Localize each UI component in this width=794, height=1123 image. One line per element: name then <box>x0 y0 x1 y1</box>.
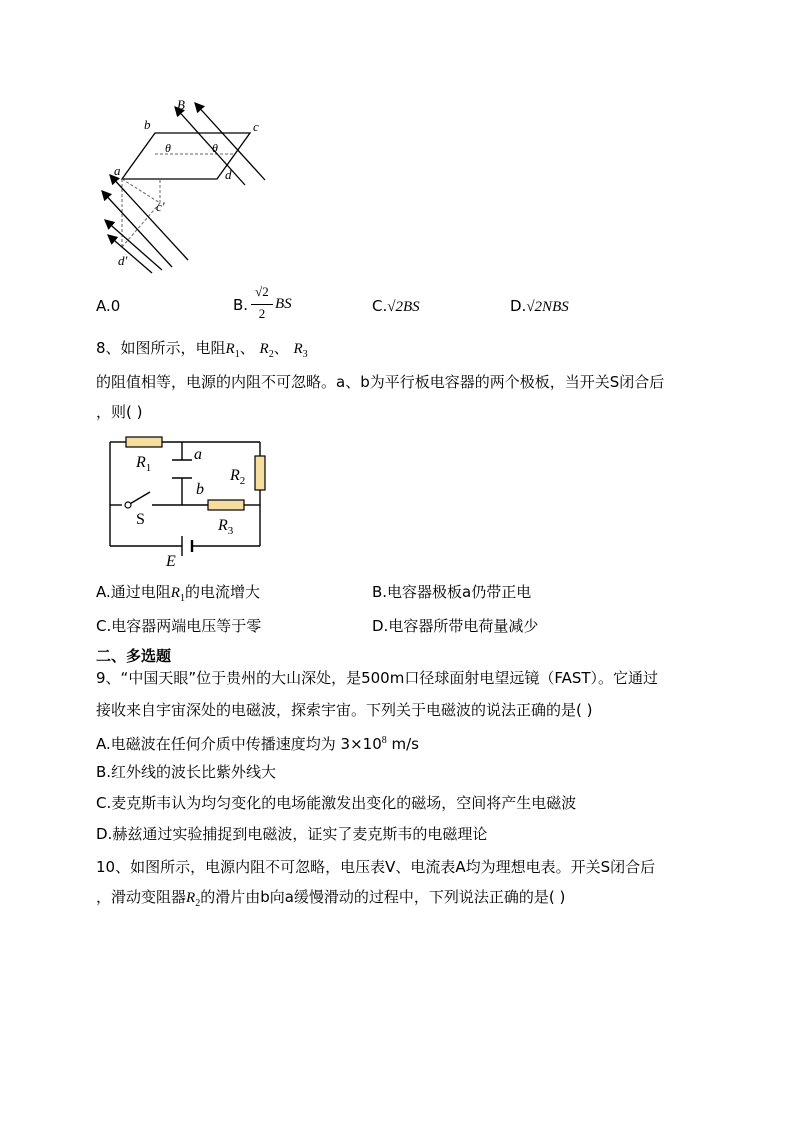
label-r1: $R_1$ <box>136 454 152 474</box>
label-r2: $R_2$ <box>230 467 246 487</box>
label-a: a <box>194 446 202 463</box>
q7-option-d: D.√2NBS <box>510 297 569 315</box>
q7-option-b-suffix: BS <box>275 296 292 312</box>
label-r3: $R_3$ <box>218 517 234 537</box>
q8-circuit-diagram <box>100 432 280 572</box>
q8-stem-line1: 8、如图所示，电阻$R_1$、 $R_2$、 $R_3$ <box>96 339 308 360</box>
q9-stem-line2: 接收来自宇宙深处的电磁波，探索宇宙。下列关于电磁波的说法正确的是( ) <box>96 701 593 719</box>
q7-option-b-numerator: √2 <box>255 284 269 299</box>
label-theta-left: θ <box>165 141 171 155</box>
q8-option-a: A.通过电阻$R_1$的电流增大 <box>96 583 260 604</box>
label-e: E <box>166 553 176 570</box>
label-b: b <box>196 481 204 498</box>
label-a: a <box>114 163 121 178</box>
resistor-r1 <box>126 437 162 447</box>
switch-pivot <box>125 502 131 508</box>
q9-option-c: C.麦克斯韦认为均匀变化的电场能激发出变化的磁场，空间将产生电磁波 <box>96 794 577 812</box>
q8-stem-line3: ，则( ) <box>96 403 143 421</box>
q8-option-b: B.电容器极板a仍带正电 <box>372 583 532 601</box>
q7-magnetic-flux-figure <box>100 95 280 280</box>
resistor-r2 <box>255 456 265 490</box>
field-line <box>105 220 162 270</box>
field-line <box>108 235 152 273</box>
q7-option-b-prefix: B. <box>233 296 249 314</box>
label-B: B <box>177 97 185 112</box>
q8-option-c: C.电容器两端电压等于零 <box>96 617 262 635</box>
q7-option-a: A.0 <box>96 297 121 315</box>
q8-stem-line2: 的阻值相等，电源的内阻不可忽略。a、b为平行板电容器的两个极板，当开关S闭合后 <box>96 373 665 391</box>
resistor-r3 <box>208 500 244 510</box>
q9-option-d: D.赫兹通过实验捕捉到电磁波，证实了麦克斯韦的电磁理论 <box>96 825 488 843</box>
section-heading-multiple-choice: 二、多选题 <box>96 647 172 665</box>
q9-option-b: B.红外线的波长比紫外线大 <box>96 763 277 781</box>
label-theta-right: θ <box>212 141 218 155</box>
q10-stem-line2: ，滑动变阻器$R_2$的滑片由b向a缓慢滑动的过程中，下列说法正确的是( ) <box>96 888 566 909</box>
label-s: S <box>136 511 145 528</box>
q9-option-a: A.电磁波在任何介质中传播速度均为 $3\times 10^8$ m/s <box>96 735 419 753</box>
q8-option-d: D.电容器所带电荷量减少 <box>372 617 539 635</box>
q7-option-c: C.√2BS <box>372 297 420 315</box>
label-c: c <box>253 119 259 134</box>
q10-stem-line1: 10、如图所示，电源内阻不可忽略，电压表V、电流表A均为理想电表。开关S闭合后 <box>96 858 656 876</box>
q9-stem-line1: 9、“中国天眼”位于贵州的大山深处，是500m口径球面射电望远镜（FAST）。它通过 <box>96 669 659 687</box>
label-d: d <box>225 167 232 182</box>
q7-option-b-denominator: 2 <box>258 306 266 321</box>
label-d-prime: d' <box>118 253 128 268</box>
label-c-prime: c' <box>156 199 165 214</box>
label-b: b <box>144 117 151 132</box>
